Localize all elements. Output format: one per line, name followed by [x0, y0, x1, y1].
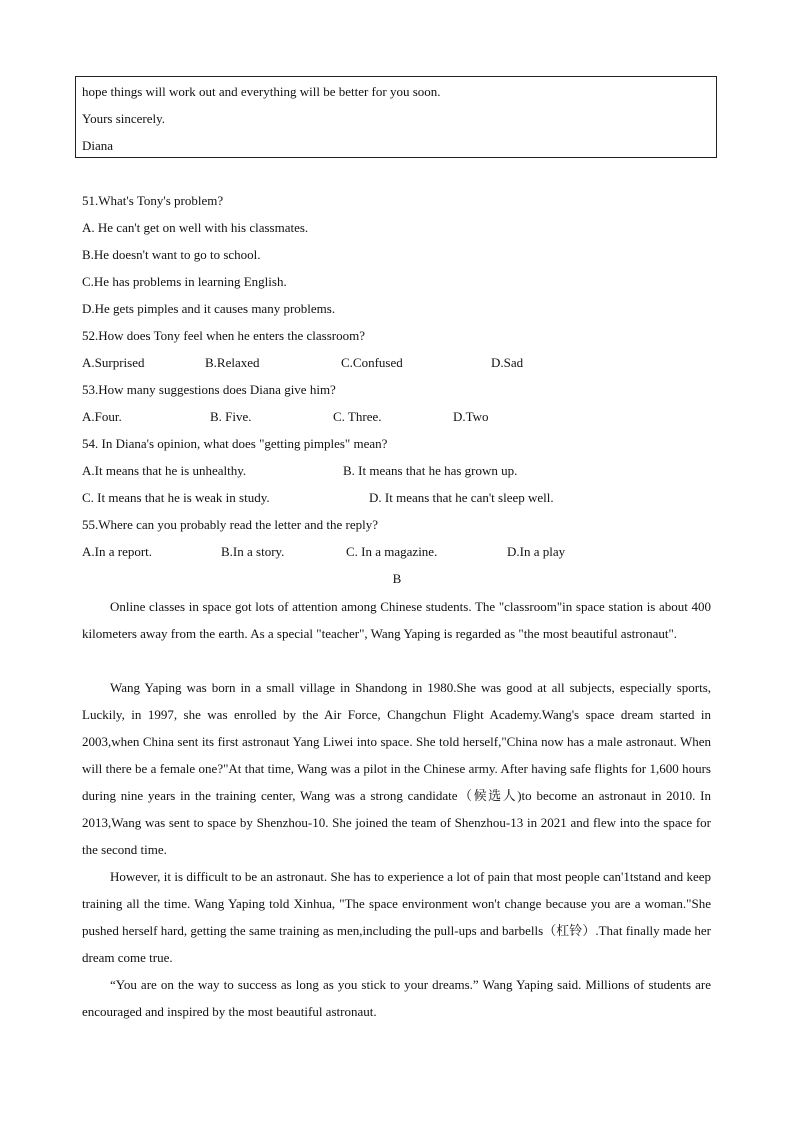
question-stem: 52.How does Tony feel when he enters the classroom?	[82, 328, 365, 343]
option-c: C. In a magazine.	[346, 544, 438, 559]
letter-signature: Diana	[82, 138, 114, 153]
option-d: D.He gets pimples and it causes many problems.	[82, 301, 336, 316]
question-stem: 55.Where can you probably read the letter and the reply?	[82, 517, 378, 532]
option-d: D.Sad	[491, 355, 524, 370]
paragraph: “You are on the way to success as long as you stick to your dreams.” Wang Yaping said. Millions of students are encouraged and inspired by the most beautiful astronaut.	[82, 977, 711, 1019]
option-a: A. He can't get on well with his classmates.	[82, 220, 309, 235]
paragraph: Online classes in space got lots of attention among Chinese students. The "classroom"in space station is about 400 kilometers away from the earth. As a special "teacher", Wang Yaping is regarded as "the most beautiful astronaut".	[82, 599, 711, 641]
option-d: D.In a play	[507, 544, 566, 559]
option-b: B. Five.	[210, 409, 252, 424]
option-a: A.Surprised	[82, 355, 145, 370]
question-stem: 54. In Diana's opinion, what does "getting pimples" mean?	[82, 436, 388, 451]
option-a: A.It means that he is unhealthy.	[82, 463, 247, 478]
option-b: B.He doesn't want to go to school.	[82, 247, 261, 262]
letter-line: hope things will work out and everything will be better for you soon.	[82, 84, 441, 99]
option-c: C.Confused	[341, 355, 403, 370]
option-c: C. It means that he is weak in study.	[82, 490, 270, 505]
section-heading: B	[392, 571, 402, 586]
option-b: B.In a story.	[221, 544, 285, 559]
option-d: D.Two	[453, 409, 489, 424]
paragraph: However, it is difficult to be an astronaut. She has to experience a lot of pain that most people can'1tstand and keep training all the time. Wang Yaping told Xinhua, "The space environment won't change because you are a woman."She pushed herself hard, getting the same training as men,including the pull-ups and barbells（杠铃）.That finally made her dream come true.	[82, 869, 711, 965]
option-c: C. Three.	[333, 409, 382, 424]
option-a: A.In a report.	[82, 544, 153, 559]
letter-excerpt-box	[75, 76, 717, 158]
option-a: A.Four.	[82, 409, 122, 424]
option-b: B.Relaxed	[205, 355, 260, 370]
option-b: B. It means that he has grown up.	[343, 463, 518, 478]
letter-closing: Yours sincerely.	[82, 111, 166, 126]
question-stem: 53.How many suggestions does Diana give him?	[82, 382, 336, 397]
paragraph: Wang Yaping was born in a small village in Shandong in 1980.She was good at all subjects, especially sports, Luckily, in 1997, she was enrolled by the Air Force, Changchun Flight Academy.Wang's space dream started in 2003,when China sent its first astronaut Yang Liwei into space. She told herself,"China now has a male astronaut. When will there be a female one?"At that time, Wang was a pilot in the Chinese army. After having safe flights for 1,600 hours during nine years in the training center, Wang was a strong candidate（候选人)to become an astronaut in 2010. In 2013,Wang was sent to space by Shenzhou-10. She joined the team of Shenzhou-13 in 2021 and flew into the space for the second time.	[82, 680, 711, 857]
question-stem: 51.What's Tony's problem?	[82, 193, 224, 208]
option-c: C.He has problems in learning English.	[82, 274, 287, 289]
option-d: D. It means that he can't sleep well.	[369, 490, 554, 505]
